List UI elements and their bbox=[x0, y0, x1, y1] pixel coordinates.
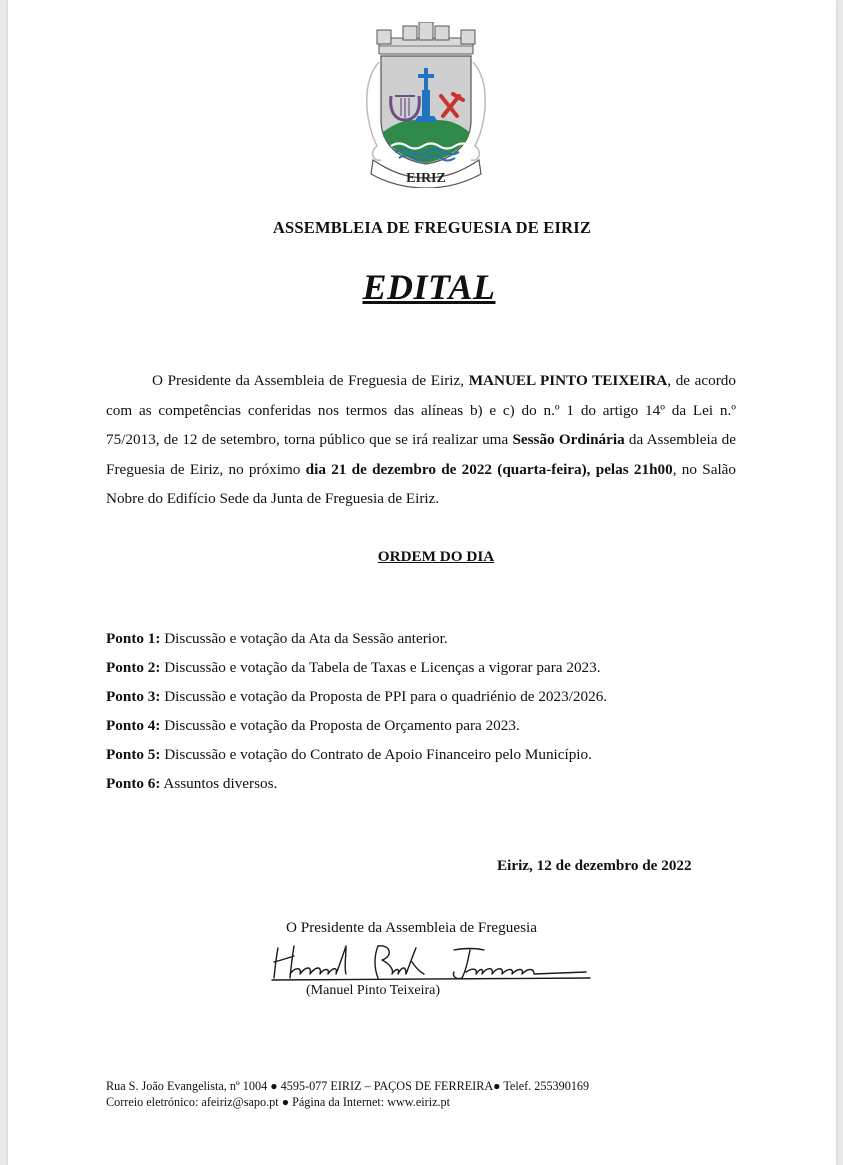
agenda-item-label: Ponto 6: bbox=[106, 775, 161, 792]
footer bbox=[106, 1078, 589, 1110]
president-name: MANUEL PINTO TEIXEIRA bbox=[468, 372, 668, 389]
signer-role: O Presidente da Assembleia de Freguesia bbox=[286, 919, 537, 936]
agenda-item-text: Assuntos diversos. bbox=[160, 775, 278, 792]
agenda-item-label: Ponto 2: bbox=[106, 659, 161, 676]
intro-text: da Assembleia de Freguesia de Eiriz, no próximo bbox=[106, 431, 736, 478]
intro-paragraph bbox=[106, 366, 736, 514]
agenda-item bbox=[106, 711, 746, 740]
agenda-item bbox=[106, 682, 746, 711]
agenda-item-label: Ponto 5: bbox=[106, 746, 161, 763]
agenda-list bbox=[106, 624, 746, 798]
parish-coat-of-arms bbox=[351, 22, 501, 188]
session-datetime: dia 21 de dezembro de 2022 (quarta-feira), pelas 21h00 bbox=[305, 460, 673, 478]
intro-text: O Presidente da Assembleia de Freguesia de Eiriz, bbox=[152, 372, 469, 389]
agenda-item bbox=[106, 624, 746, 653]
date-place: Eiriz, 12 de dezembro de 2022 bbox=[497, 857, 692, 874]
crest-label: EIRIZ bbox=[406, 171, 446, 186]
footer-address: Rua S. João Evangelista, nº 1004 ● 4595-077 EIRIZ – PAÇOS DE FERREIRA● Telef. 255390169 bbox=[106, 1079, 590, 1093]
mural-crown bbox=[377, 22, 475, 54]
agenda-title: ORDEM DO DIA bbox=[377, 548, 495, 565]
document-title: EDITAL bbox=[362, 267, 496, 307]
agenda-item bbox=[106, 653, 746, 682]
signer-name: (Manuel Pinto Teixeira) bbox=[306, 983, 441, 998]
session-type: Sessão Ordinária bbox=[512, 431, 625, 448]
agenda-item-text: Discussão e votação da Proposta de Orçamento para 2023. bbox=[160, 717, 520, 734]
agenda-item bbox=[106, 769, 746, 798]
agenda-item bbox=[106, 740, 746, 769]
handwritten-signature bbox=[266, 938, 596, 984]
agenda-item-text: Discussão e votação da Proposta de PPI para o quadriénio de 2023/2026. bbox=[160, 688, 608, 705]
agenda-item-label: Ponto 4: bbox=[106, 717, 161, 734]
agenda-item-text: Discussão e votação da Tabela de Taxas e Licenças a vigorar para 2023. bbox=[160, 659, 601, 676]
agenda-item-text: Discussão e votação do Contrato de Apoio Financeiro pelo Município. bbox=[160, 746, 592, 763]
document-page bbox=[8, 0, 836, 1165]
organization-title: ASSEMBLEIA DE FREGUESIA DE EIRIZ bbox=[272, 218, 592, 237]
agenda-item-text: Discussão e votação da Ata da Sessão anterior. bbox=[160, 630, 448, 647]
agenda-item-label: Ponto 3: bbox=[106, 688, 161, 705]
intro-text: , no Salão Nobre do Edifício Sede da Junta de Freguesia de Eiriz. bbox=[106, 460, 737, 507]
footer-contacts: Correio eletrónico: afeiriz@sapo.pt ● Página da Internet: www.eiriz.pt bbox=[106, 1095, 451, 1109]
intro-text: , de acordo com as competências conferidas nos termos das alíneas b) e c) do n.º 1 do artigo 14º da Lei n.º 75/2013, de 12 de setembro, torna público que se irá realizar uma bbox=[106, 372, 736, 448]
agenda-item-label: Ponto 1: bbox=[106, 630, 161, 647]
